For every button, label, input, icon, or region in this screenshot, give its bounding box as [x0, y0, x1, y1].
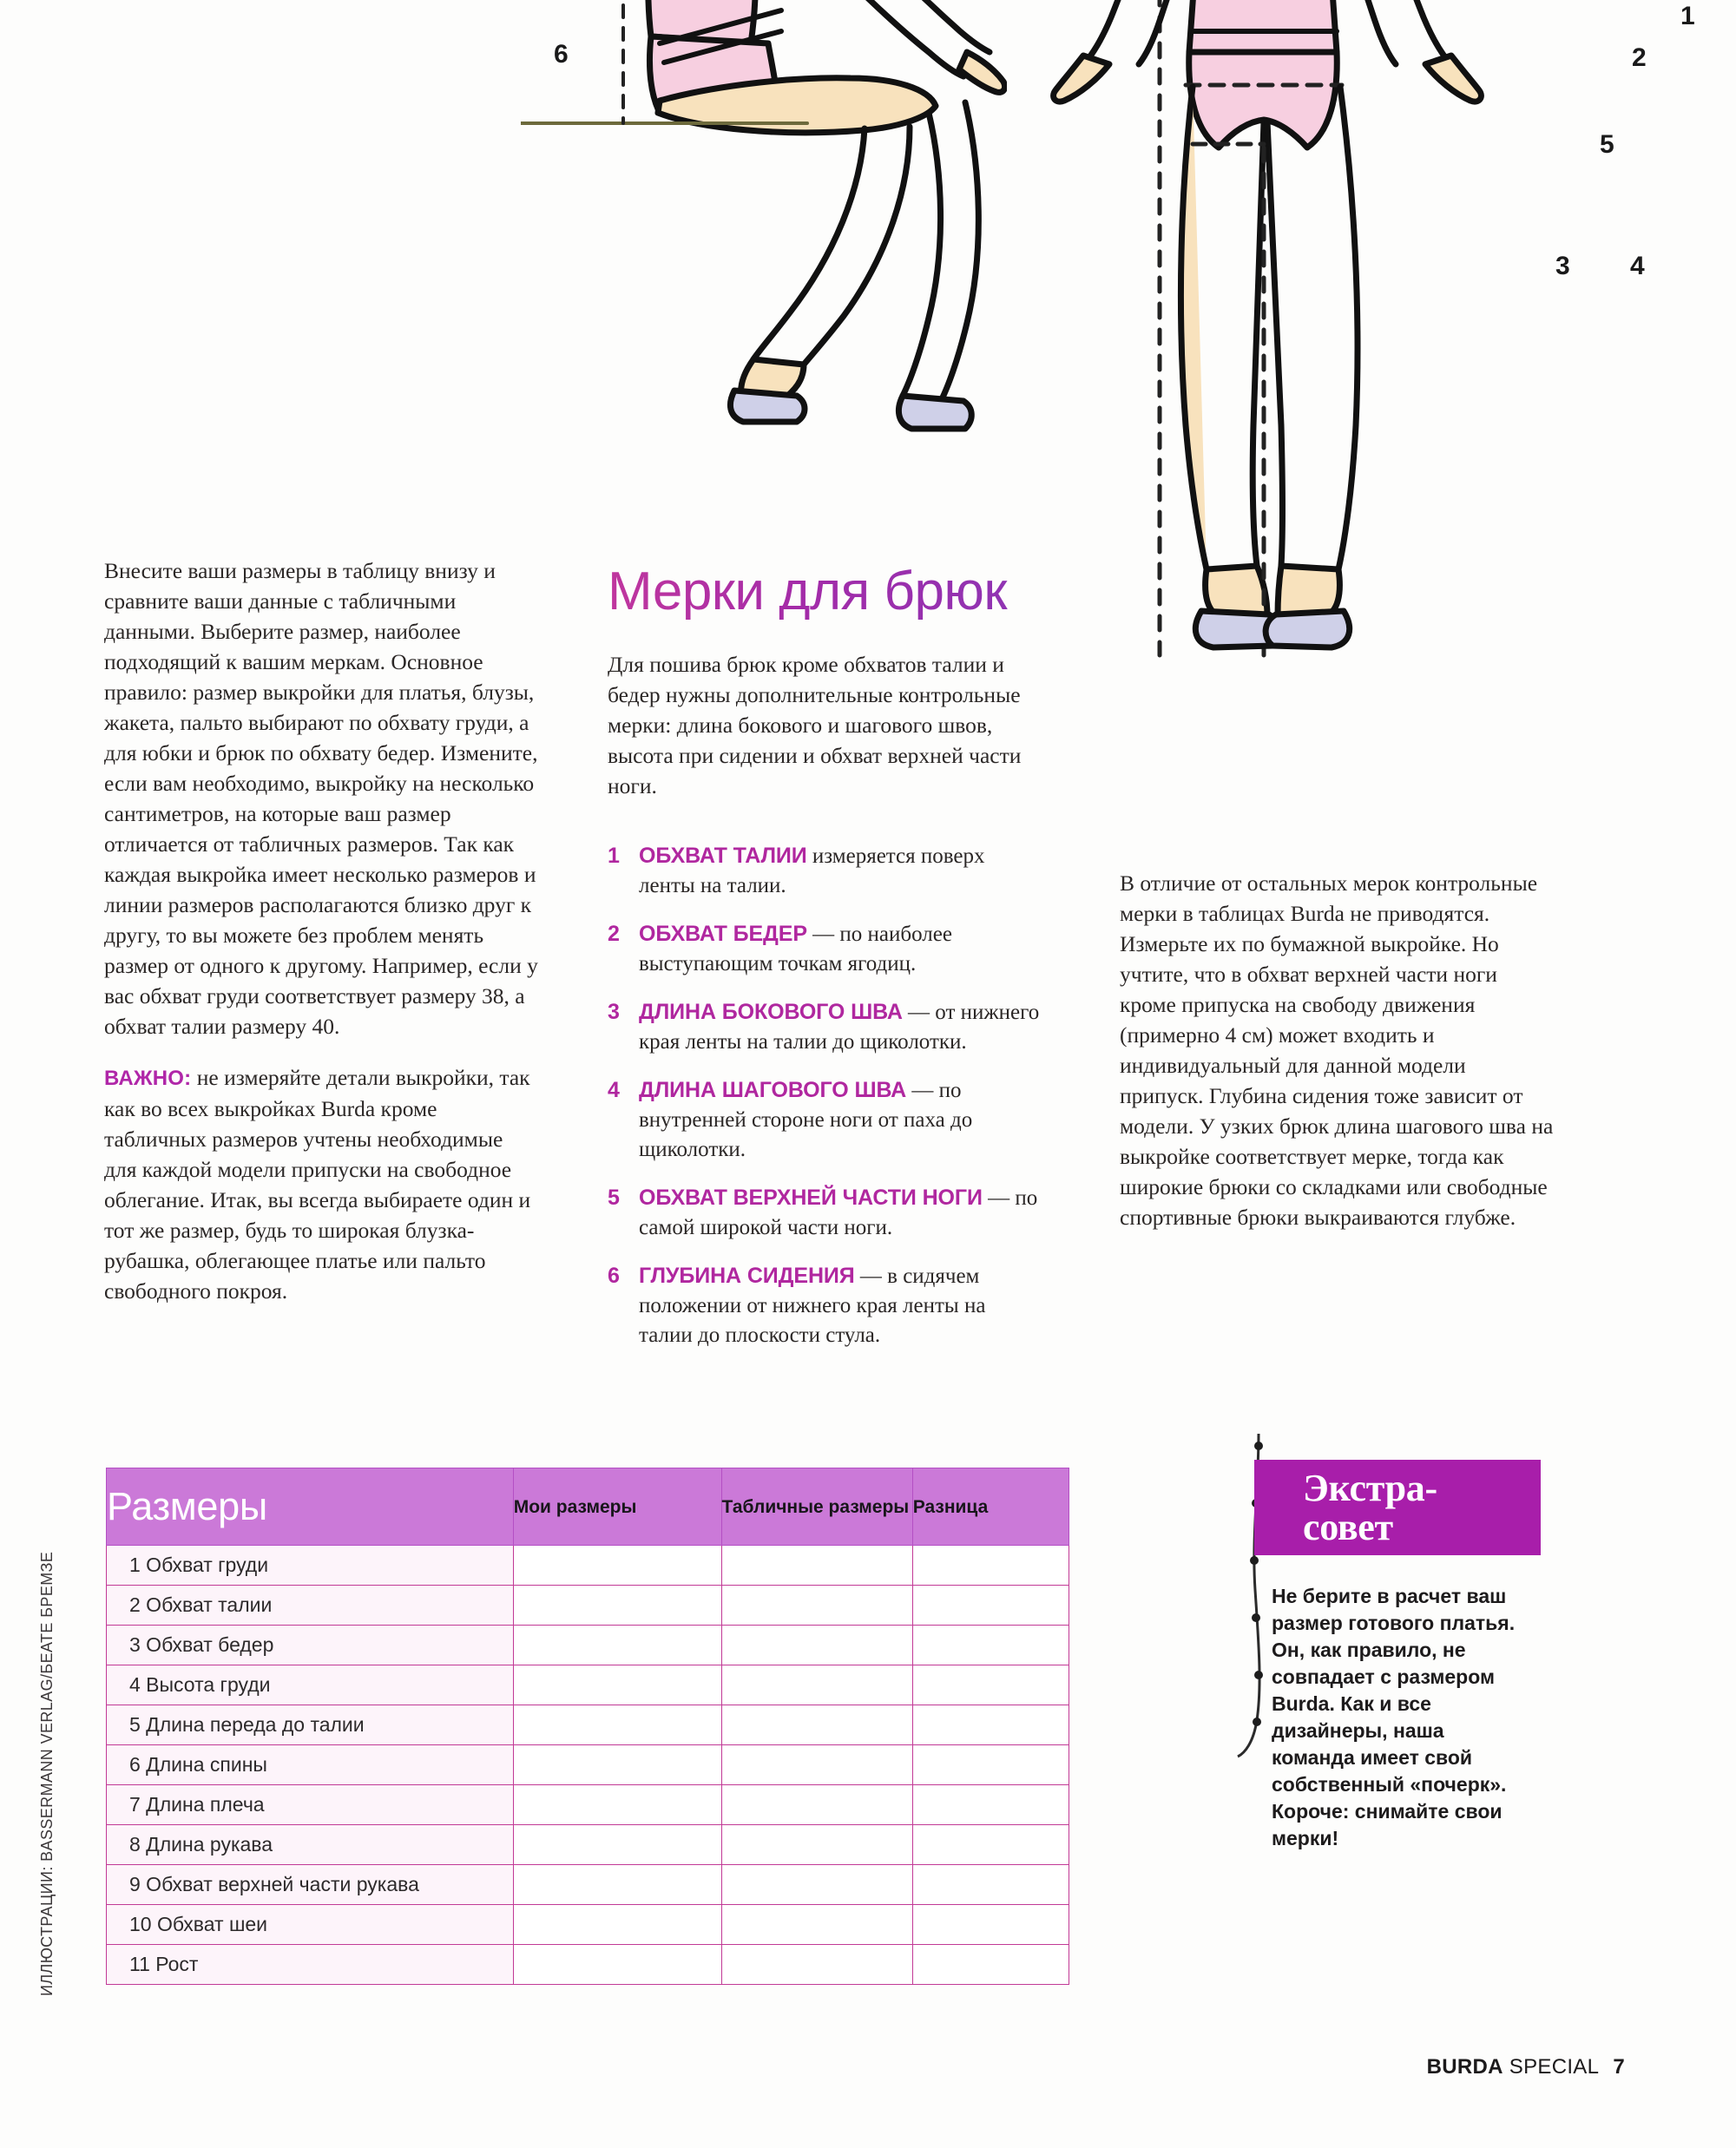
measurement-number-6: 6: [608, 1264, 620, 1288]
pants-intro-paragraph: Для пошива брюк кроме обхватов талии и бедер нужны дополнительные контрольные мерки: длина бокового и шагового швов, высота при сидении и обхват верхней части ноги.: [608, 652, 1022, 798]
cell-chart-size[interactable]: [721, 1905, 912, 1945]
cell-my-size[interactable]: [513, 1745, 721, 1785]
row-label: 10 Обхват шеи: [107, 1905, 514, 1945]
table-header-my-sizes: Мои размеры: [513, 1468, 721, 1546]
table-row: [107, 1825, 1069, 1865]
cell-my-size[interactable]: [513, 1825, 721, 1865]
cell-chart-size[interactable]: [721, 1665, 912, 1705]
callout-5: 5: [1600, 130, 1614, 159]
table-row: [107, 1905, 1069, 1945]
cell-my-size[interactable]: [513, 1626, 721, 1665]
row-label: 8 Длина рукава: [107, 1825, 514, 1865]
row-label: 11 Рост: [107, 1945, 514, 1985]
cell-chart-size[interactable]: [721, 1586, 912, 1626]
footer-brand: BURDA: [1426, 2055, 1503, 2079]
measurement-caption-4: ДЛИНА ШАГОВОГО ШВА: [639, 1078, 907, 1102]
table-row: [107, 1705, 1069, 1745]
important-text: не измеряйте детали выкройки, так как во всех выкройках Burda кроме табличных размеров учтены необходимые для каждой модели припуски на свободное облегание. Итак, вы всегда выбираете один и тот же размер, будь то широкая блузка-рубашка, облегающее платье или пальто свободного покроя.: [104, 1065, 531, 1304]
measurement-item-1: [608, 841, 1042, 901]
table-body: [107, 1546, 1069, 1985]
measurement-text-5: — по самой широкой части ноги.: [639, 1186, 1038, 1239]
cell-my-size[interactable]: [513, 1586, 721, 1626]
cell-difference[interactable]: [912, 1905, 1069, 1945]
important-paragraph: [104, 1062, 538, 1306]
row-label: 1 Обхват груди: [107, 1546, 514, 1586]
cell-chart-size[interactable]: [721, 1825, 912, 1865]
extra-tip-title-line2: совет: [1303, 1506, 1393, 1548]
cell-difference[interactable]: [912, 1865, 1069, 1905]
measurement-number-4: 4: [608, 1078, 620, 1102]
row-label: 3 Обхват бедер: [107, 1626, 514, 1665]
row-label: 4 Высота груди: [107, 1665, 514, 1705]
table-header-chart-sizes: Табличные размеры: [721, 1468, 912, 1546]
measurement-number-5: 5: [608, 1186, 620, 1210]
callout-1: 1: [1680, 2, 1695, 30]
measurement-item-6: [608, 1261, 1042, 1350]
callout-2: 2: [1632, 43, 1647, 72]
row-label: 6 Длина спины: [107, 1745, 514, 1785]
extra-tip-body: Не берите в расчет ваш размер готового платья. Он, как правило, не совпадает с размером Burda. Как и все дизайнеры, наша команда имеет свой собственный «почерк». Короче: снимайте свои мерки!: [1272, 1585, 1516, 1849]
cell-difference[interactable]: [912, 1745, 1069, 1785]
extra-tip-panel: [1254, 1460, 1541, 1852]
extra-tip-header: [1254, 1460, 1541, 1555]
intro-paragraph: Внесите ваши размеры в таблицу внизу и сравните ваши данные с табличными данными. Выберите размер, наиболее подходящий к вашим меркам. Основное правило: размер выкройки для платья, блузы, жакета, пальто выбирают по обхвату груди, а для юбки и брюк по обхвату бедер. Измените, если вам необходимо, выкройку на несколько сантиметров, на которые ваш размер отличается от табличных размеров. Так как каждая выкройка имеет несколько размеров и линии размеров располагаются близко друг к другу, то вы можете без проблем менять размер от одного к другому. Например, если у вас обхват груди соответствует размеру 38, а обхват талии размеру 40.: [104, 558, 538, 1039]
row-label: 9 Обхват верхней части рукава: [107, 1865, 514, 1905]
measurement-number-1: 1: [608, 844, 620, 868]
table-row: [107, 1665, 1069, 1705]
measurement-illustrations: [521, 0, 1695, 660]
table-header-row: [107, 1468, 1069, 1546]
sizes-table: [106, 1468, 1069, 1985]
cell-my-size[interactable]: [513, 1945, 721, 1985]
cell-difference[interactable]: [912, 1586, 1069, 1626]
extra-tip-title-line1: Экстра-: [1303, 1467, 1437, 1509]
measurement-caption-5: ОБХВАТ ВЕРХНЕЙ ЧАСТИ НОГИ: [639, 1186, 983, 1210]
standing-figure-illustration: [1007, 0, 1528, 660]
row-label: 5 Длина переда до талии: [107, 1705, 514, 1745]
table-row: [107, 1945, 1069, 1985]
right-text-column: [1120, 868, 1554, 1232]
cell-chart-size[interactable]: [721, 1785, 912, 1825]
row-label: 7 Длина плеча: [107, 1785, 514, 1825]
middle-column: [608, 564, 1042, 1369]
measurement-caption-3: ДЛИНА БОКОВОГО ШВА: [639, 1000, 903, 1024]
illustration-credit: ИЛЛЮСТРАЦИИ: BASSERMANN VERLAG/БЕАТЕ БРЕМЗЕ: [38, 1551, 56, 1996]
page-footer: [1427, 2055, 1625, 2079]
cell-my-size[interactable]: [513, 1705, 721, 1745]
cell-chart-size[interactable]: [721, 1945, 912, 1985]
cell-my-size[interactable]: [513, 1905, 721, 1945]
cell-my-size[interactable]: [513, 1785, 721, 1825]
cell-difference[interactable]: [912, 1705, 1069, 1745]
measurement-caption-1: ОБХВАТ ТАЛИИ: [639, 844, 807, 868]
measurement-item-3: [608, 997, 1042, 1057]
cell-chart-size[interactable]: [721, 1745, 912, 1785]
measurement-number-2: 2: [608, 922, 620, 946]
measurement-text-3: — от нижнего края ленты на талии до щиколотки.: [639, 1001, 1040, 1054]
control-measurements-paragraph: В отличие от остальных мерок контрольные мерки в таблицах Burda не приводятся. Измерьте их по бумажной выкройке. Но учтите, что в обхват верхней части ноги кроме припуска на свободу движения (примерно 4 см) может входить и индивидуальный для данной модели припуск. Глубина сидения тоже зависит от модели. У узких брюк длина шагового шва на выкройке соответствует мерке, тогда как широкие брюки со складками или свободные спортивные брюки выкраиваются глубже.: [1120, 870, 1554, 1230]
table-row: [107, 1785, 1069, 1825]
table-row: [107, 1586, 1069, 1626]
table-header-sizes: Размеры: [107, 1468, 514, 1546]
cell-difference[interactable]: [912, 1546, 1069, 1586]
callout-6: 6: [554, 40, 569, 69]
row-label: 2 Обхват талии: [107, 1586, 514, 1626]
measurement-text-4: — по внутренней стороне ноги от паха до щиколотки.: [639, 1079, 973, 1161]
cell-chart-size[interactable]: [721, 1865, 912, 1905]
section-heading: Мерки для брюк: [608, 564, 1042, 620]
cell-chart-size[interactable]: [721, 1626, 912, 1665]
measurement-text-1: измеряется поверх ленты на талии.: [639, 844, 985, 897]
cell-my-size[interactable]: [513, 1865, 721, 1905]
table-row: [107, 1546, 1069, 1586]
table-row: [107, 1626, 1069, 1665]
measurement-caption-6: ГЛУБИНА СИДЕНИЯ: [639, 1264, 855, 1288]
measurement-list: [608, 841, 1042, 1350]
cell-difference[interactable]: [912, 1825, 1069, 1865]
measurement-text-6: — в сидячем положении от нижнего края ленты на талии до плоскости стула.: [639, 1264, 986, 1347]
callout-4: 4: [1630, 252, 1645, 280]
cell-my-size[interactable]: [513, 1546, 721, 1586]
measurement-text-2: — по наиболее выступающим точкам ягодиц.: [639, 923, 952, 975]
footer-edition: SPECIAL: [1509, 2055, 1599, 2079]
table-row: [107, 1865, 1069, 1905]
cell-chart-size[interactable]: [721, 1546, 912, 1586]
cell-my-size[interactable]: [513, 1665, 721, 1705]
cell-chart-size[interactable]: [721, 1705, 912, 1745]
measurement-caption-2: ОБХВАТ БЕДЕР: [639, 922, 807, 946]
measurement-item-5: [608, 1183, 1042, 1243]
measurement-item-2: [608, 919, 1042, 979]
measurement-number-3: 3: [608, 1000, 620, 1024]
seated-figure-illustration: [521, 0, 1007, 660]
footer-page-number: 7: [1613, 2055, 1625, 2079]
callout-3: 3: [1555, 252, 1570, 280]
cell-difference[interactable]: [912, 1785, 1069, 1825]
important-label: ВАЖНО:: [104, 1067, 192, 1090]
cell-difference[interactable]: [912, 1626, 1069, 1665]
left-text-column: [104, 555, 538, 1306]
cell-difference[interactable]: [912, 1665, 1069, 1705]
measurement-item-4: [608, 1075, 1042, 1165]
table-header-difference: Разница: [912, 1468, 1069, 1546]
table-row: [107, 1745, 1069, 1785]
cell-difference[interactable]: [912, 1945, 1069, 1985]
